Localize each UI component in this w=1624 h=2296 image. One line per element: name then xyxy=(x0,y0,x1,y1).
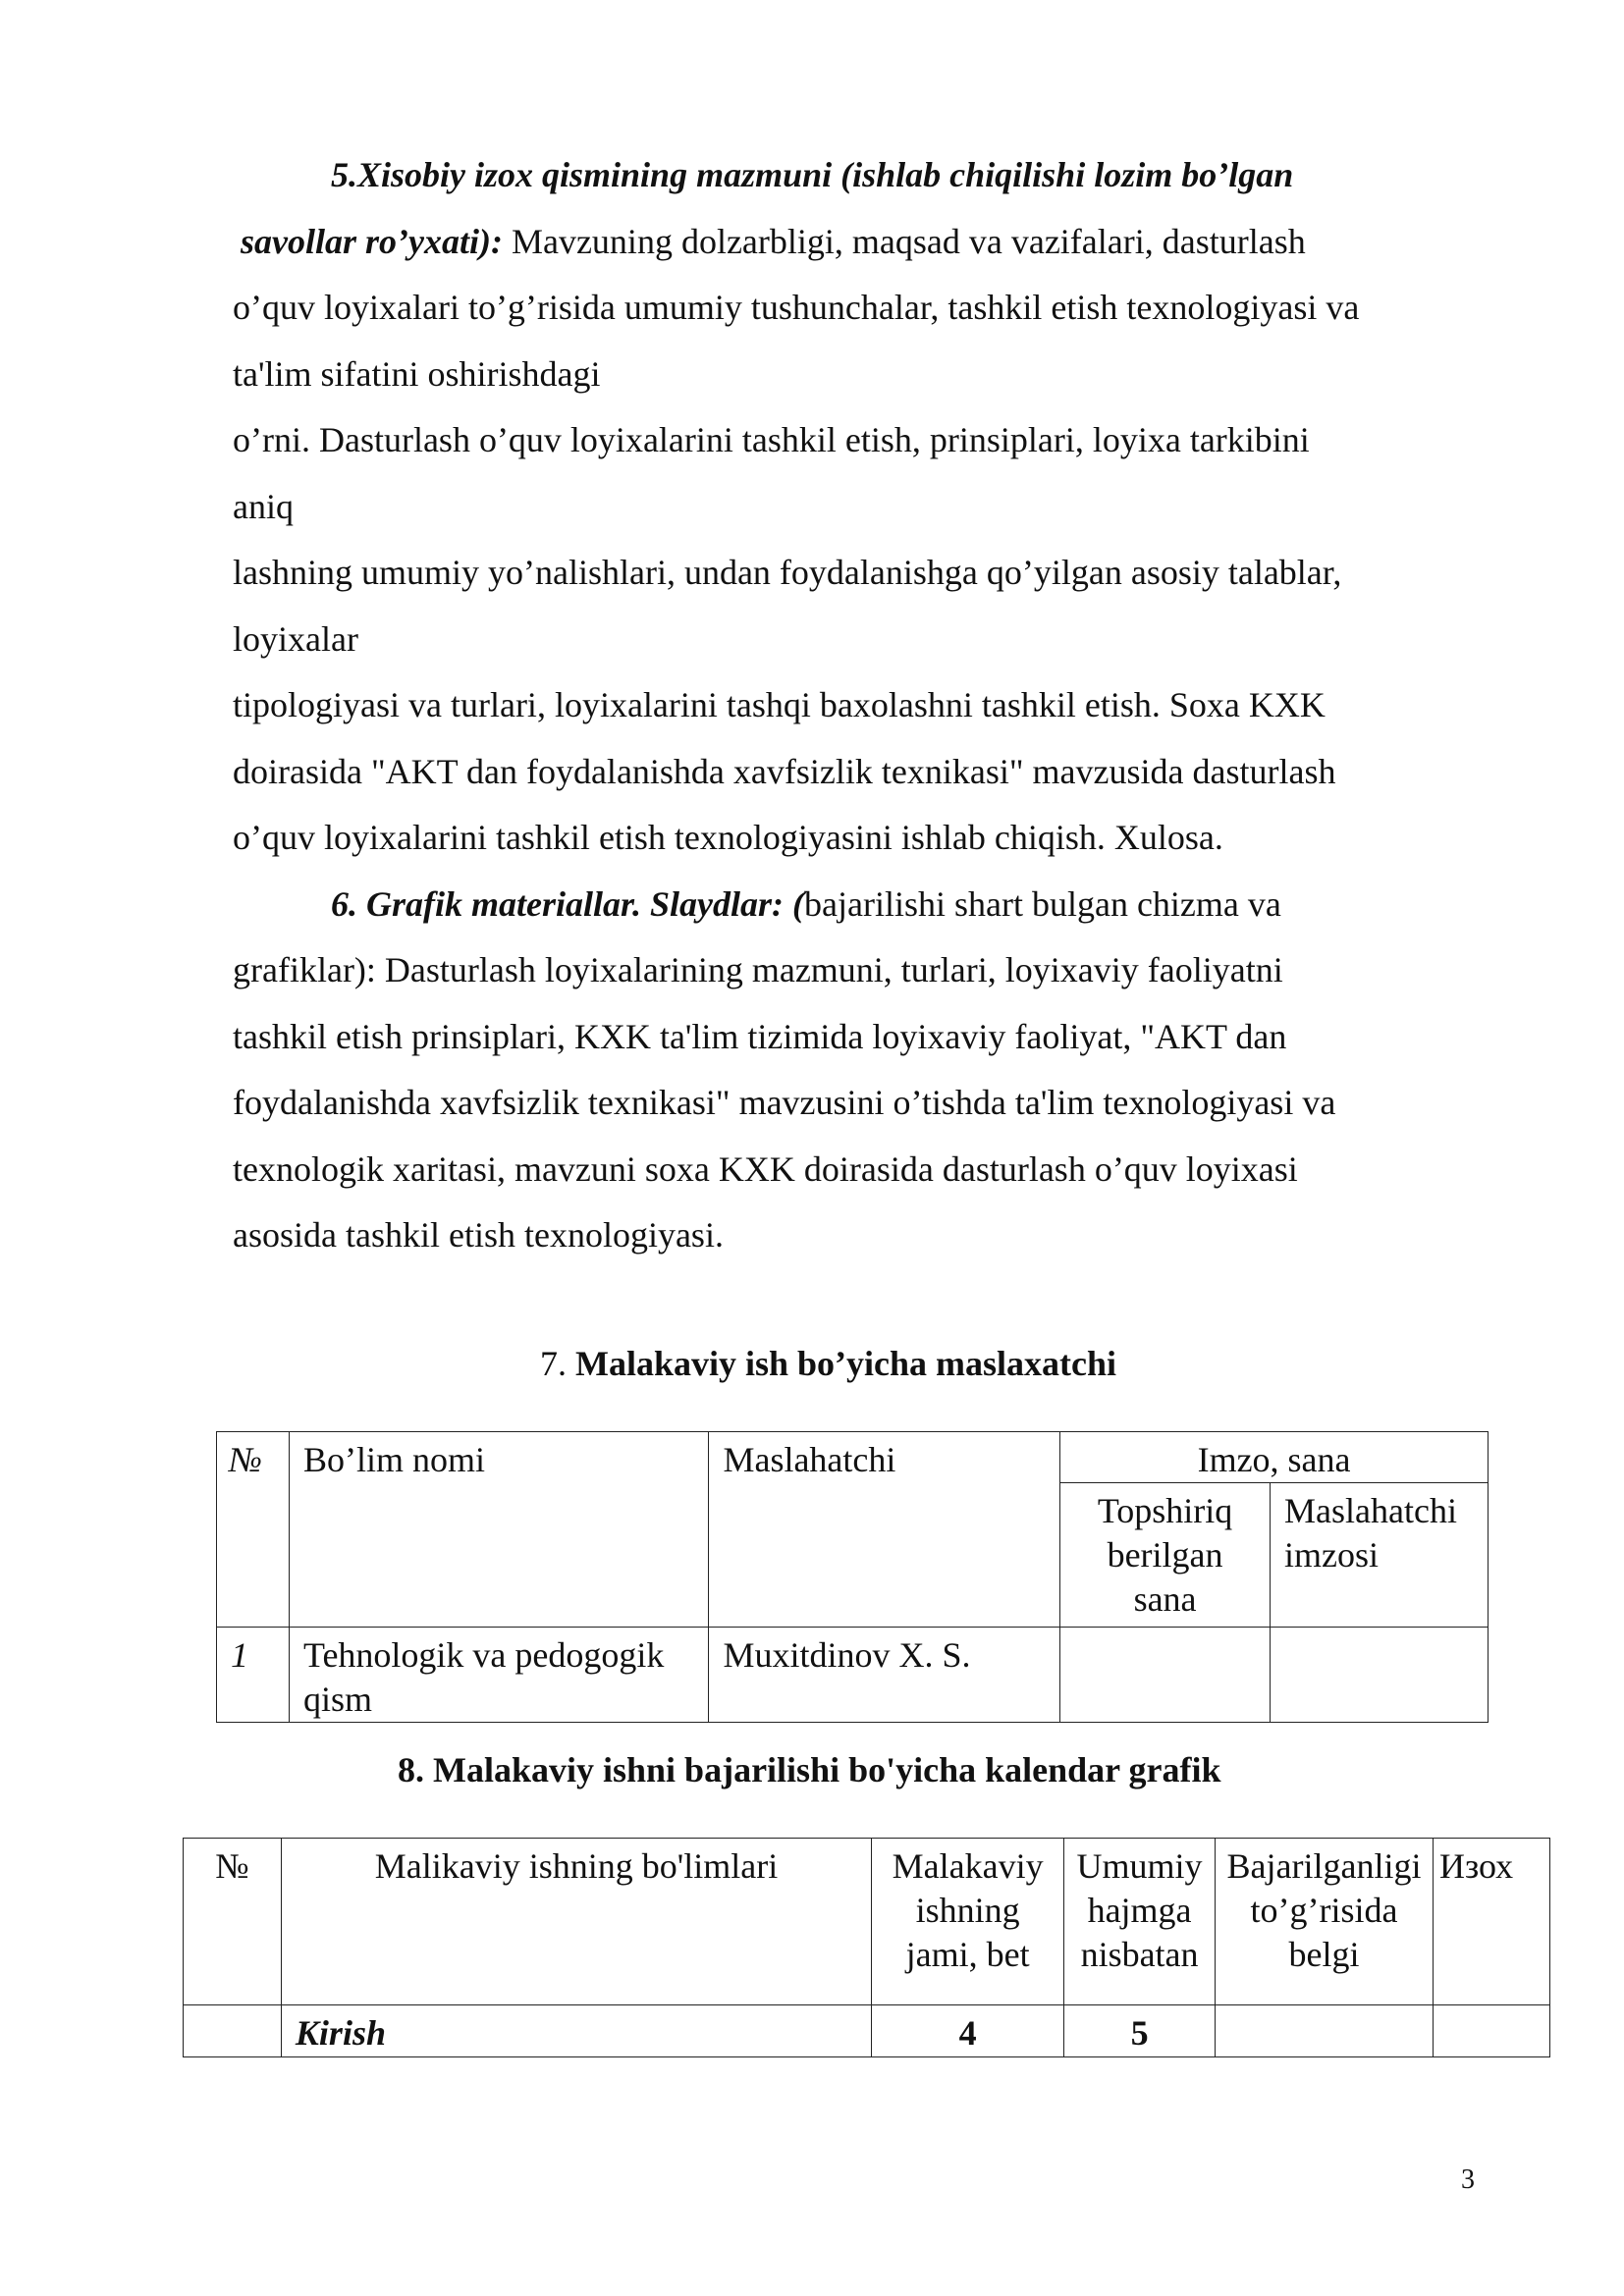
header-number: № xyxy=(184,1839,282,2005)
row-task-given-date xyxy=(1060,1628,1271,1723)
section5-heading-cont: savollar ro’yxati): xyxy=(241,221,503,261)
section5-line2 xyxy=(233,209,1470,276)
row-section-name: Tehnologik va pedogogik qism xyxy=(289,1628,708,1723)
section6-line2: grafiklar): Dasturlash loyixalarining mazmuni, turlari, loyixaviy faoliyatni xyxy=(233,950,1283,989)
section5-line6: aniq xyxy=(233,486,294,526)
row-part: Kirish xyxy=(281,2005,871,2057)
page-number: 3 xyxy=(1461,2164,1475,2195)
section7-title-text: Malakaviy ish bo’yicha maslaxatchi xyxy=(575,1344,1117,1383)
header-number: № xyxy=(217,1432,290,1628)
body-text xyxy=(233,142,1470,1269)
row-done-mark xyxy=(1216,2005,1434,2057)
header-parts: Malikaviy ishning bo'limlari xyxy=(281,1839,871,2005)
header-section-name: Bo’lim nomi xyxy=(289,1432,708,1628)
section5-line9: tipologiyasi va turlari, loyixalarini tashqi baxolashni tashkil etish. Soxa KXK xyxy=(233,685,1326,724)
table-row xyxy=(184,2005,1550,2057)
section5-text: Mavzuning dolzarbligi, maqsad va vazifalari, dasturlash xyxy=(502,221,1306,261)
section6-line6: asosida tashkil etish texnologiyasi. xyxy=(233,1215,724,1255)
row-advisor: Muxitdinov X. S. xyxy=(709,1628,1060,1723)
section7-title-number: 7. xyxy=(540,1344,575,1383)
section6-line1 xyxy=(233,872,1470,938)
calendar-table xyxy=(183,1838,1550,2057)
section6-line5: texnologik xaritasi, mavzuni soxa KXK doirasida dasturlash o’quv loyixasi xyxy=(233,1148,1298,1189)
section5-line7: lashning umumiy yo’nalishlari, undan foydalanishga qo’yilgan asosiy talablar, xyxy=(233,553,1342,592)
header-signature-date: Imzo, sana xyxy=(1060,1432,1489,1483)
row-advisor-signature xyxy=(1271,1628,1489,1723)
header-done-mark: Bajarilganligi to’g’risida belgi xyxy=(1216,1839,1434,2005)
section6-line3: tashkil etish prinsiplari, KXK ta'lim tizimida loyixaviy faoliyat, "AKT dan xyxy=(233,1016,1287,1056)
row-pages: 4 xyxy=(872,2005,1064,2057)
section5-line8: loyixalar xyxy=(233,618,358,659)
section6-line4: foydalanishda xavfsizlik texnikasi" mavzusini o’tishda ta'lim texnologiyasi va xyxy=(233,1083,1336,1122)
header-percent: Umumiy hajmga nisbatan xyxy=(1064,1839,1216,2005)
section5-line5: o’rni. Dasturlash o’quv loyixalarini tashkil etish, prinsiplari, loyixa tarkibini xyxy=(233,420,1310,459)
section5-line11: o’quv loyixalarini tashkil etish texnologiyasini ishlab chiqish. Xulosa. xyxy=(233,818,1223,857)
section8-title: 8. Malakaviy ishni bajarilishi bo'yicha kalendar grafik xyxy=(398,1750,1221,1789)
header-advisor-signature: Maslahatchi imzosi xyxy=(1271,1483,1489,1628)
header-task-given-date: Topshiriq berilgan sana xyxy=(1060,1483,1271,1628)
advisor-table xyxy=(216,1431,1489,1723)
row-percent: 5 xyxy=(1064,2005,1216,2057)
header-advisor: Maslahatchi xyxy=(709,1432,1060,1628)
row-number: 1 xyxy=(217,1628,290,1723)
section7-title xyxy=(540,1343,1116,1384)
section6-text: bajarilishi shart bulgan chizma va xyxy=(804,883,1281,924)
section5-heading: 5.Xisobiy izox qismining mazmuni (ishlab chiqilishi lozim bo’lgan xyxy=(331,155,1294,194)
section5-line3: o’quv loyixalari to’g’risida umumiy tushunchalar, tashkil etish texnologiyasi va xyxy=(233,288,1360,327)
section5-line10: doirasida "AKT dan foydalanishda xavfsizlik texnikasi" mavzusida dasturlash xyxy=(233,751,1336,791)
table-row xyxy=(217,1628,1489,1723)
section5-line4: ta'lim sifatini oshirishdagi xyxy=(233,353,601,394)
header-note: Изох xyxy=(1434,1839,1550,2005)
section6-heading: 6. Grafik materiallar. Slaydlar: ( xyxy=(331,883,805,924)
row-number xyxy=(184,2005,282,2057)
row-note xyxy=(1434,2005,1550,2057)
header-pages: Malakaviy ishning jami, bet xyxy=(872,1839,1064,2005)
section5-line1 xyxy=(233,142,1470,209)
